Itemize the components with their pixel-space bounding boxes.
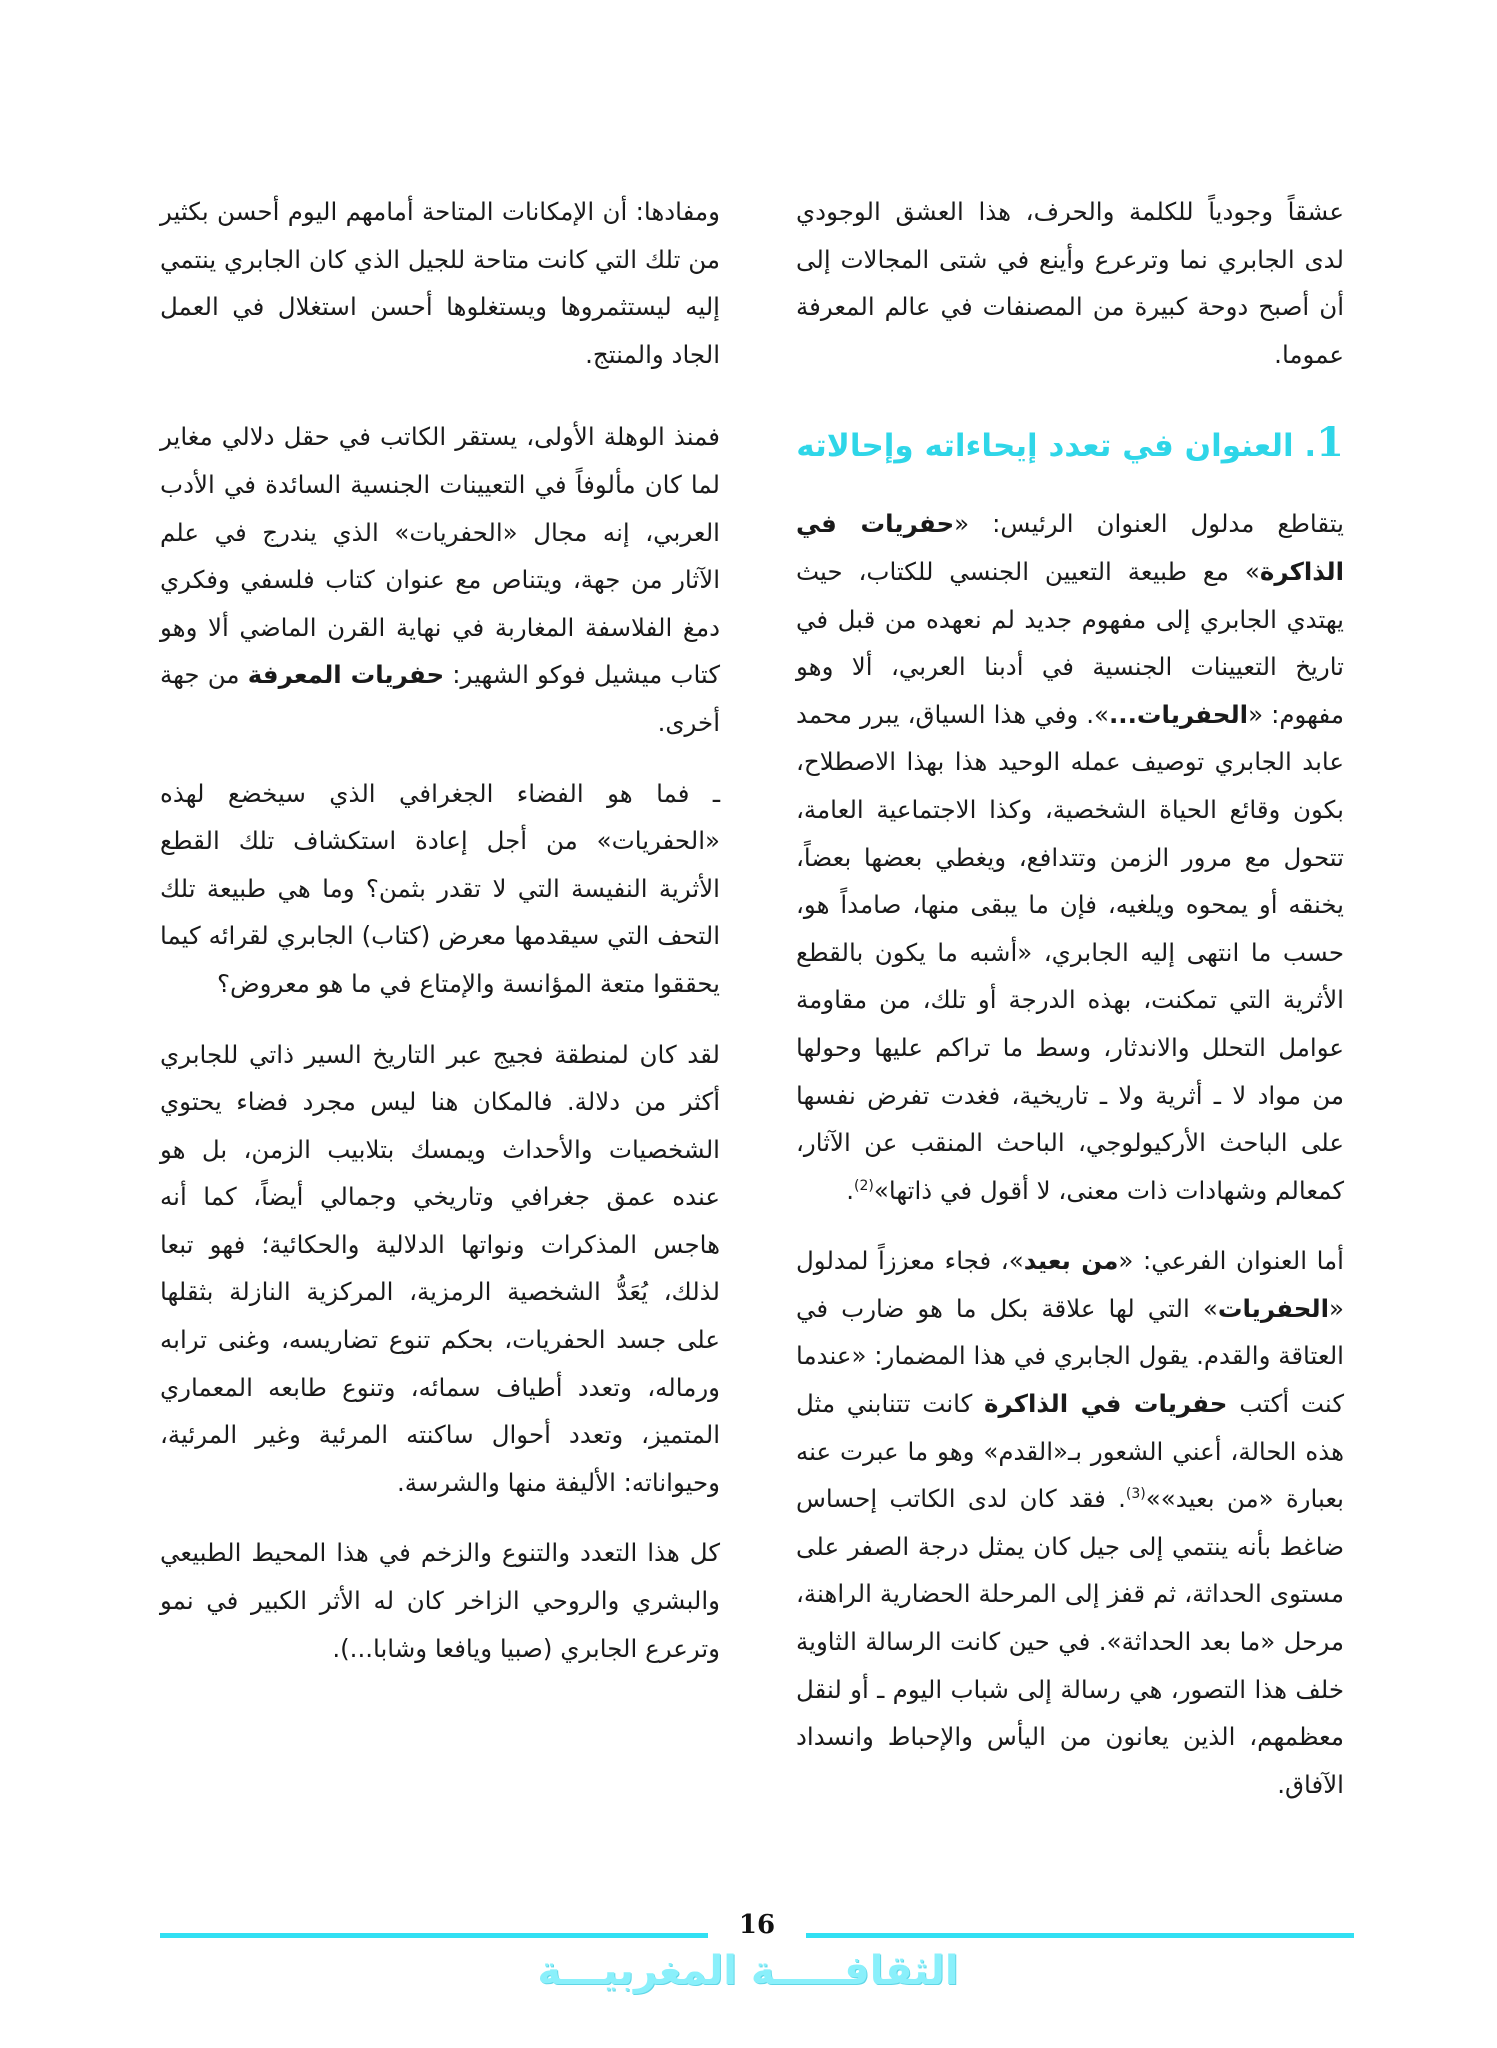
paragraph: كل هذا التعدد والتنوع والزخم في هذا المحيط الطبيعي والبشري والروحي الزاخر كان له الأثر الكبير في نمو وترعرع الجابري (صبيا ويافعا وشابا...).: [160, 1538, 720, 1663]
paragraph: [796, 500, 1344, 1214]
footer-rule-left: [160, 1933, 708, 1938]
left-column: [160, 188, 720, 1695]
magazine-masthead: الثقافـــــة المغربيـــة: [537, 1948, 959, 1994]
page-number: 16: [738, 1910, 776, 1940]
text-run: كانت تتنابني مثل هذه الحالة، أعني الشعور بـ«القدم» وهو ما عبرت عنه بعبارة «من بعيد»»: [796, 1389, 1344, 1514]
text-run: ». وفي هذا السياق، يبرر محمد عابد الجابري توصيف عمله الوحيد هذا بهذا الاصطلاح، بكون وقائع الحياة الشخصية، وكذا الاجتماعية العامة، تتحول مع مرور الزمن وتتدافع، ويغطي بعضها بعضاً، يخنقه أو يمحوه ويلغيه، فإن ما يبقى منها، صامداً هو، حسب ما انتهى إليه الجابري، «أشبه ما يكون بالقطع الأثرية التي تمكنت، بهذه الدرجة أو تلك، من مقاومة عوامل التحلل والاندثار، وسط ما تراكم عليها وحولها من مواد لا ـ أثرية ولا ـ تاريخية، فغدت تفرض نفسها على الباحث الأركيولوجي، الباحث المنقب عن الآثار، كمعالم وشهادات ذات معنى، لا أقول في ذاتها»: [796, 699, 1344, 1205]
text-run: .: [846, 1175, 855, 1205]
paragraph: ـ فما هو الفضاء الجغرافي الذي سيخضع لهذه «الحفريات» من أجل إعادة استكشاف تلك القطع الأثرية النفيسة التي لا تقدر بثمن؟ وما هي طبيعة تلك التحف التي سيقدمها معرض (كتاب) الجابري لقرائه كيما يحققوا متعة المؤانسة والإمتاع في ما هو معروض؟: [160, 778, 720, 998]
right-column: [796, 188, 1344, 1831]
text-run: » مع طبيعة التعيين الجنسي للكتاب، حيث يهتدي الجابري إلى مفهوم جديد لم نعهده من قبل في تاريخ التعيينات الجنسية في أدبنا العربي، ألا وهو مفهوم: «: [796, 556, 1344, 729]
paragraph: لقد كان لمنطقة فجيج عبر التاريخ السير ذاتي للجابري أكثر من دلالة. فالمكان هنا ليس مجرد فضاء يحتوي الشخصيات والأحداث ويمسك بتلابيب الزمن، بل هو عنده عمق جغرافي وتاريخي وجمالي أيضاً، كما أنه هاجس المذكرات ونواتها الدلالية والحكائية؛ فهو تبعا لذلك، يُعَدُّ الشخصية الرمزية، المركزية النازلة بثقلها على جسد الحفريات، بحكم تنوع تضاريسه، وغنى ترابه ورماله، وتعدد أطياف سمائه، وتنوع طابعه المعماري المتميز، وتعدد أحوال ساكنته المرئية وغير المرئية، وحيواناته: الأليفة منها والشرسة.: [160, 1039, 720, 1497]
paragraph: [160, 413, 720, 746]
text-run: يتقاطع مدلول العنوان الرئيس: «: [954, 509, 1344, 539]
text-run: من جهة أخرى.: [160, 660, 720, 737]
text-run: فمنذ الوهلة الأولى، يستقر الكاتب في حقل دلالي مغاير لما كان مألوفاً في التعيينات الجنسية السائدة في الأدب العربي، إنه مجال «الحفريات» الذي يندرج في علم الآثار من جهة، ويتناص مع عنوان كتاب فلسفي وفكري دمغ الفلاسفة المغاربة في نهاية القرن الماضي ألا وهو كتاب ميشيل فوكو الشهير:: [160, 422, 720, 690]
footnote-ref: (2): [854, 1177, 874, 1194]
paragraph: [796, 1237, 1344, 1808]
section-heading: [796, 413, 1344, 476]
bold-term: الحفريات: [1217, 1293, 1329, 1323]
text-run: أما العنوان الفرعي: «: [1118, 1246, 1344, 1276]
bold-title: حفريات في الذاكرة: [984, 1389, 1228, 1419]
paragraph: عشقاً وجودياً للكلمة والحرف، هذا العشق الوجودي لدى الجابري نما وترعرع وأينع في شتى المجالات إلى أن أصبح دوحة كبيرة من المصنفات في عالم المعرفة عموما.: [796, 197, 1344, 369]
footer-rule-right: [806, 1933, 1354, 1938]
text-run: . فقد كان لدى الكاتب إحساس ضاغط بأنه ينتمي إلى جيل كان يمثل درجة الصفر على مستوى الحداثة، ثم قفز إلى المرحلة الحضارية الراهنة، مرحل «ما بعد الحداثة». في حين كانت الرسالة الثاوية خلف هذا التصور، هي رسالة إلى شباب اليوم ـ أو لنقل معظمهم، الذين يعانون من اليأس والإحباط وانسداد الآفاق.: [796, 1484, 1344, 1799]
bold-term: من بعيد: [1023, 1246, 1119, 1276]
footnote-ref: (3): [1125, 1486, 1146, 1503]
text-run: » التي لها علاقة بكل ما هو ضارب في العتاقة والقدم. يقول الجابري في هذا المضمار: «عندما كنت أكتب: [796, 1293, 1344, 1419]
bold-term: الحفريات...: [1108, 699, 1249, 729]
section-title: . العنوان في تعدد إيحاءاته وإحالاته: [796, 428, 1317, 465]
section-number: 1: [1316, 419, 1344, 467]
paragraph: ومفادها: أن الإمكانات المتاحة أمامهم اليوم أحسن بكثير من تلك التي كانت متاحة للجيل الذي كان الجابري ينتمي إليه ليستثمروها ويستغلوها أحسن استغلال في العمل الجاد والمنتج.: [160, 197, 720, 369]
bold-title: حفريات المعرفة: [247, 660, 445, 690]
text-run: »، فجاء معززاً لمدلول «: [796, 1246, 1344, 1323]
bold-title: حفريات في الذاكرة: [796, 509, 1344, 586]
